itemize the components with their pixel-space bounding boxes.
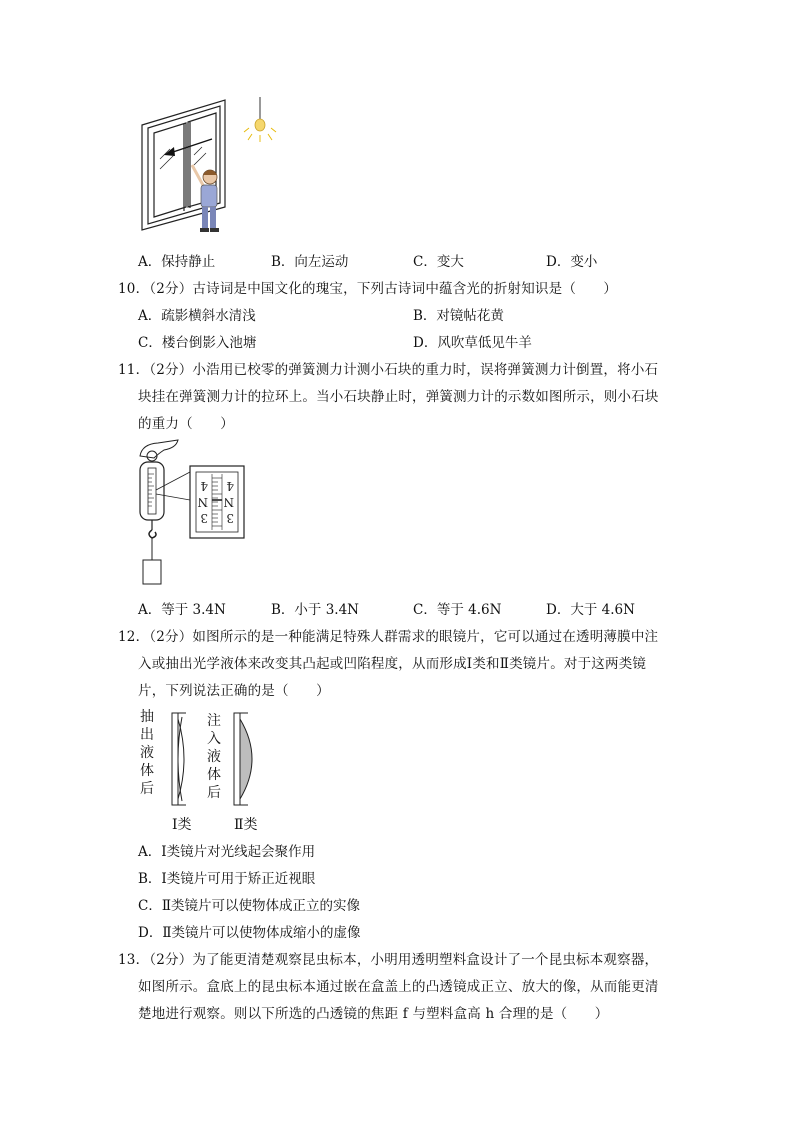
label-left-3: 液 xyxy=(140,745,154,761)
label-left-2: 出 xyxy=(140,727,154,743)
q13-stem-line3: 楚地进行观察。则以下所选的凸透镜的焦距 f 与塑料盒高 h 合理的是（ ） xyxy=(138,1006,609,1022)
hanging-lamp xyxy=(244,97,276,142)
q11-stem-line1: 11．（2分）小浩用已校零的弹簧测力计测小石块的重力时，误将弹簧测力计倒置，将小石 xyxy=(118,362,659,378)
q12-figure xyxy=(132,705,272,835)
q11-option-c[interactable]: C．等于 4.6N xyxy=(413,602,502,618)
q10-option-b[interactable]: B．对镜帖花黄 xyxy=(413,308,504,324)
q11-option-d[interactable]: D．大于 4.6N xyxy=(546,602,635,618)
q11-figure xyxy=(128,438,258,590)
q12-stem-line1: 12．（2分）如图所示的是一种能满足特殊人群需求的眼镜片，它可以通过在透明薄膜中注 xyxy=(118,629,659,645)
q9-option-c[interactable]: C．变大 xyxy=(413,254,464,270)
q11-option-b[interactable]: B．小于 3.4N xyxy=(271,602,359,618)
q9-figure xyxy=(130,95,290,245)
lens-type2 xyxy=(234,713,252,805)
label-right-5: 后 xyxy=(207,785,221,801)
type1-label: Ⅰ类 xyxy=(172,817,192,833)
label-right-4: 体 xyxy=(207,767,221,783)
scale-label-3-right: 3 xyxy=(226,511,234,525)
label-left-5: 后 xyxy=(140,781,154,797)
q9-option-b[interactable]: B．向左运动 xyxy=(271,254,349,270)
child-figure xyxy=(192,165,219,232)
q11-stem-line3: 的重力（ ） xyxy=(138,416,234,432)
q12-option-d[interactable]: D．Ⅱ类镜片可以使物体成缩小的虚像 xyxy=(138,925,361,941)
label-left-4: 体 xyxy=(140,763,154,779)
q10-option-c[interactable]: C．楼台倒影入池塘 xyxy=(138,335,257,351)
type2-label: Ⅱ类 xyxy=(234,817,258,833)
q10-stem: 10．（2分）古诗词是中国文化的瑰宝，下列古诗词中蕴含光的折射知识是（ ） xyxy=(118,281,618,297)
q10-option-a[interactable]: A．疏影横斜水清浅 xyxy=(138,308,256,324)
q12-stem-line2: 入或抽出光学液体来改变其凸起或凹陷程度，从而形成Ⅰ类和Ⅱ类镜片。对于这两类镜 xyxy=(138,656,647,672)
q13-stem-line2: 如图所示。盒底上的昆虫标本通过嵌在盒盖上的凸透镜成正立、放大的像，从而能更清 xyxy=(138,979,659,995)
label-right-3: 液 xyxy=(207,749,221,765)
label-right-2: 入 xyxy=(207,731,221,747)
scale-label-n-right: N xyxy=(223,495,234,509)
q12-option-a[interactable]: A．Ⅰ类镜片对光线起会聚作用 xyxy=(138,844,316,860)
q10-option-d[interactable]: D．风吹草低见牛羊 xyxy=(413,335,532,351)
scale-label-4-right: 4 xyxy=(226,479,234,493)
q11-option-a[interactable]: A．等于 3.4N xyxy=(138,602,226,618)
lens-type1 xyxy=(172,713,186,805)
q12-option-b[interactable]: B．Ⅰ类镜片可用于矫正近视眼 xyxy=(138,871,316,887)
q9-option-d[interactable]: D．变小 xyxy=(546,254,598,270)
scale-label-n-left: N xyxy=(197,495,208,509)
q12-option-c[interactable]: C．Ⅱ类镜片可以使物体成正立的实像 xyxy=(138,898,361,914)
q12-stem-line3: 片，下列说法正确的是（ ） xyxy=(138,683,330,699)
scale-label-3-left: 3 xyxy=(200,511,208,525)
q11-stem-line2: 块挂在弹簧测力计的拉环上。当小石块静止时，弹簧测力计的示数如图所示，则小石块 xyxy=(138,389,659,405)
q9-option-a[interactable]: A．保持静止 xyxy=(138,254,216,270)
scale-label-4-left: 4 xyxy=(200,479,208,493)
label-left-1: 抽 xyxy=(140,709,154,725)
hand xyxy=(140,440,178,461)
q13-stem-line1: 13．（2分）为了能更清楚观察昆虫标本，小明用透明塑料盒设计了一个昆虫标本观察器， xyxy=(118,952,659,968)
spring-scale xyxy=(140,462,164,584)
label-right-1: 注 xyxy=(207,713,221,729)
